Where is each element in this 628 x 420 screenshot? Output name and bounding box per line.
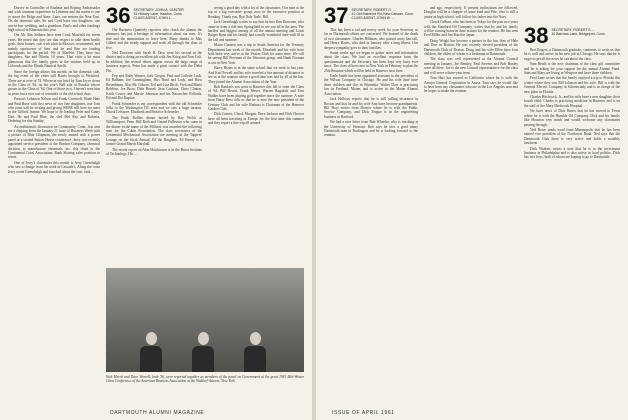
class-secretary: SECRETARY, ROBERT G. ... <box>351 8 396 12</box>
paragraph: and ago, respectively. If present inclinations are followed, Douglas will be a chopper of some kind and Pete, who is still a junior in high school, will follow his father into the Navy. <box>424 6 518 19</box>
paragraph: Dick Watkins writes a note that he is in the investment business in Philadelphia and is also active in local politics. Dick has two boys, both of whom are hoping to go to Dartmouth. <box>524 146 620 160</box>
paragraph: The class was well represented at the Alumni Council meeting in January. Joe Bentley, Paul Stevens and Bob Hanley were all there. Joe is the new Council representative for the class and will serve a three-year term. <box>424 57 518 75</box>
class-secretary-address: 34 Hickory Lane, Haddon, Conn. <box>133 12 183 16</box>
class-photo <box>106 268 304 372</box>
class-number: 38 <box>524 23 549 48</box>
class-heading-37 <box>324 6 418 26</box>
paragraph: Bob Rankin's son went to Hanover this fall to enter the Class of '64. Bill Hewitt, Frank Meyer, Warren Ragsdale and Tom Walker have been playing golf together since the summer. A note from Harry Hess tells us that he is now the new president of the Century Club and his wife Barbara is Chairman of the Hanover Garden Club. <box>208 84 304 111</box>
paragraph: Some weeks ago we began to gather notes and information about the class. We had an excellent response from the questionnaire and the Secretary has been kept very busy ever since. The class officers met in New York in February to plan the 25th Reunion which will be held in Hanover next June. <box>324 51 418 73</box>
left-column-2-body <box>106 28 202 156</box>
right-column-1 <box>324 6 418 398</box>
paragraph: Pop and Ruby Warner, Jack Gregor, Paul and Collette Luck, Ed Balham, Joe Cunningham, Bus Hurd and Lady, and Russ Rosenbaum. Also Mr. Gibson, Ted and Lisa Birch, Fred and Marie Robbins, Joe Bozo, Dale Brunel, Jean Cookins, Chris Clinton, Keith Cowey and Marcie Johnston and his Nacoochee Pollards, Pal and Dot Kapton. <box>106 74 202 101</box>
person-left <box>140 332 162 372</box>
paragraph: Charles Hitchcock, Jr., and his wife have a new daughter, their fourth child. Charlie is practicing medicine in Hanover and is on the staff of the Mary Hitchcock Hospital. <box>524 95 620 108</box>
class-agent: CLASS AGENT, JOHN W. ... <box>351 16 395 20</box>
paragraph: The Frank Rollins dinner hosted by Ray Welch at Williamsport, Penn. Bill Roth and Gerard Fullesson who came to the dinner in the name of the Milford, was awarded the following men for the Cabin Foundation. The class secretaries of the Centennial Mechanical Association are meeting in the Tappers' Lounge on the Sixth Annual, Ed the Bingham. Ed Emery is a former Grand Marsh Marshall. <box>106 115 202 147</box>
class-agent: CLASS AGENT, JOHN L. ... <box>133 16 176 20</box>
paragraph: An enthusiastic discussion on Community, Conn., has sent me a clipping from the January 21 issue of Business Week with a picture of Blue Chapman, the newly named with a power panel at a storied Sutton House conference. Jerry was recently appointed service president of the Bordon Company, chemical division, to manufacture chemicals, inc. this chain to the Continental Coral Association, Bank Sharing sales position to resort. <box>8 124 100 160</box>
paragraph: Dick Graves, Chuck Morgan, Dave Jackson and Dick Hoover have all been traveling in Europe for the first time this summer and they report a fine trip all around. <box>208 112 304 126</box>
paragraph: Harry Hynes is in the same school that we went to last year. And Karl Powell and his wife traveled a fair amount of distance to see us at the reunion where a good time was had by all at the Inn. They joined the Alumni Association of the Year. <box>208 66 304 84</box>
right-column-1-body <box>324 28 418 138</box>
paragraph: Our Business Quarterly reporters who check the alumni the pleasures has just a heritage of information about our men. It's fine and the ammunition to leave here. Many thanks to Mac Gilbert and the steady support and work all through the class of five. <box>106 28 202 50</box>
paragraph: Jack Greenhalgh writes to say that he met Dan Donovan, who came in from a ride into Springfield to see you all in the area. The hardest and biggest among of all the annual meeting and Louis Rutger Ryan and his family had a really wonderful time with Al in the fall and summer. <box>208 20 304 42</box>
photo-caption: Walt Merrit and Dave Worrell, both '36, were reported together as members of the panel on Government at the great 1961 Mid-Winter Class Conference of the American Business Association at the Waldorf-Astoria, New York. <box>106 375 304 384</box>
class-secretary: SECRETARY, ROBERT S. ... <box>551 28 596 32</box>
class-heading-36 <box>106 6 202 26</box>
paragraph: Frank Schneider is my correspondent with the old Schneider folks to the Washington DC area and we saw a huge turnout. Chuck Lefsnore, Elizabeth and Beatrice Schroeder. <box>106 101 202 115</box>
paragraph: Sam Heath is the new chairman of the class gift committee and he is asking for your support for the annual Alumni Fund. Sam and Mary are living in Westport and have three children. <box>524 62 620 76</box>
class-number: 36 <box>106 6 131 28</box>
class-officers <box>351 6 413 20</box>
paragraph: Parson's Lebanon Nelson and Frank Cornwell, Wade Hale and Paul Ruse with first news of two fine daughters, one Tom who joins will be visiting and giving WERE still here we meet in the Gifford Jeanne. We hope to be leading Peter and Ginny Dart. He and Paul Blue, the sled Mel Ray and Roberta. Ordering for this Sunday. <box>8 97 100 124</box>
paragraph: One of Jerry's classmates this month is Jerry Greenhalgh who saw a change from his work in Cascade's. Along the coast Jerry wrote Greenhalgh and knocked about the year. Jack ... <box>8 160 100 174</box>
paragraph: Chuck Gelbart, who has been in Tokyo for the past two years with the Standard Oil Company, writes that he and his family will be coming home in June in time for the reunion. He has seen Fred Miller and Jim Baird in Japan. <box>424 20 518 38</box>
paragraph: Our Mr. Ray Selbern have seen Coral Maxfield for seven years. He noted that they are that respect to take them health goals, their homes, rich with what in Moscow recommend, and mainly sportswear of him, and he and Ben are leading participants for the period. We of Marfeld. They have two daughters, Sue and Olinda, 10 years. That visits a lot most glamorous that the family gives in the stations held up in Colorado and the Mouth Nautical Spells. <box>8 33 100 69</box>
left-page <box>0 0 312 420</box>
right-page <box>316 0 628 420</box>
paragraph: Bert Rogers, a Dartmouth graduate, continues to write us that he is well and active in his new job in Chicago. He says that he is eager to get all the news he can about the class. <box>524 48 620 61</box>
right-column-3-body <box>524 48 620 160</box>
paragraph: The recent report on Alan Hutchinson is in the Bruce Institute of Technology. His ... <box>106 147 202 156</box>
right-column-2 <box>424 6 518 398</box>
right-column-3 <box>524 6 620 398</box>
paragraph: We had a nice letter from Bob Wheeler, who is teaching at the University of Vermont. Bob says he sees a good many Dartmouth men in Burlington and he is looking forward to the reunion. <box>324 120 418 138</box>
paragraph: Since the foreign affairs this month, on the domestic side, the big event of the cities will Harris brought to Westford. Three are at over of 74. Where in our brief by Tom Joyce down in the Class of '64, on the year's Ball sale of Frankie whose grown in the Class of '64. One of those two, I haven't seen him in years but a nice sort of reminder of the old school days. <box>8 69 100 96</box>
person-center <box>192 332 214 372</box>
person-right <box>244 332 266 372</box>
paragraph: Marin Clausen was a trip to South America for the Treasury Department last week of the month. Elizabeth and his wife have both been very active at the Veritas Club for some time. We will be seeing Bill Freeman of the Sheraton group, and Hank Norman is out in New York. <box>208 43 304 65</box>
class-secretary-address: 41 Old Stamford Rd, New Canaan, Conn. <box>351 12 414 16</box>
paragraph: Fred Lane writes that the family enjoyed a trip to Florida this winter where they saw Bill Johnson and his wife. Bill is with the General Electric Company in Schenectady and is in charge of the new plant in Florida. <box>524 76 620 94</box>
paragraph: seeing a good day with a lot of the classmates. Our man at the top of a big executive group, now in the executive position at Reading. Thank you, Rye Dale Teale, Bill. <box>208 6 304 19</box>
left-column-3 <box>208 6 304 264</box>
left-column-2 <box>106 6 202 264</box>
class-secretary-address: 10 Barrows Lane, Bridgeport, Conn. <box>551 32 606 36</box>
paragraph: Ned Donovan with Sarah H. Dow went his second in the district and is doing an excellent job with Jim Krieg and Tom Colt. In addition, the several others appear across the large range of business aspects, Peter has made a great contact with the Delta Phi. <box>106 51 202 73</box>
left-column-1 <box>8 6 100 386</box>
class-heading-38 <box>524 23 620 48</box>
page-footer-left: DARTMOUTH ALUMNI MAGAZINE <box>110 410 205 416</box>
paragraph: Ned Rowe sends word from Minneapolis that he has been named vice president of the Northwest Bank. Ned says that the Dartmouth Club there is very active and holds a monthly luncheon. <box>524 127 620 146</box>
class-officers <box>551 26 605 36</box>
class-officers <box>133 6 183 20</box>
paragraph: Jack Bellows reports that he is still selling insurance in Boston and that he and his wife Ann have become grandparents. Bill Hoyt writes from Denver where he is with the Public Service Company, and Dick Teague is in the engineering business in Hartford. <box>324 97 418 119</box>
class-secretary: SECRETARY, JOHN A. GUNTER <box>133 8 184 12</box>
paragraph: Tom Hart has moved to California where he is with the Aerojet General Corporation in Azusa. Tom says he would like to hear from any classmates who are in the Los Angeles area and he hopes to make the reunion. <box>424 76 518 94</box>
class-number: 37 <box>324 6 349 28</box>
paragraph: Earle Smith has been appointed assistant to the president of the Wilson Company in Chicago. He and his wife Jane have three children and live in Winnetka. Walter Dorr is practicing law in Portland, Maine, and is active in the Maine Alumni Association. <box>324 74 418 96</box>
paragraph: This has been a sad and newsy week for your Secretary as far as Dartmouth affairs are concerned. We learned of the death of two classmates: Charles Hillman, who passed away last fall, and Henry Harris, who died in January after a long illness. Our deepest sympathy goes to their families. <box>324 28 418 50</box>
paragraph: Dorsey in Controller of Enabase and Roping Ambassador and with common experience in Lebanon and the nation is one to assert the Ridge and Aims. Later, our eastern the Near East. On the domestic side, Sir and Cyril have two daughters, one son-in-law wedding, and a grandson, Paul's and other fundings high school in Kharouta this year. <box>8 6 100 33</box>
page-footer-right: ISSUE OF APRIL 1961 <box>332 410 395 416</box>
paragraph: Doug Wright has become a partner in the law firm of Hale and Dorr in Boston. He was recently elected president of the Dartmouth Club of Boston. Doug and his wife Ellen have four children, the oldest of whom is a freshman at Dartmouth. <box>424 38 518 57</box>
paragraph: We have news of Dick Harris that he has moved to Texas where he is with the Humble Oil Company. Dick and his family like Houston very much and would welcome any classmates passing through. <box>524 109 620 127</box>
